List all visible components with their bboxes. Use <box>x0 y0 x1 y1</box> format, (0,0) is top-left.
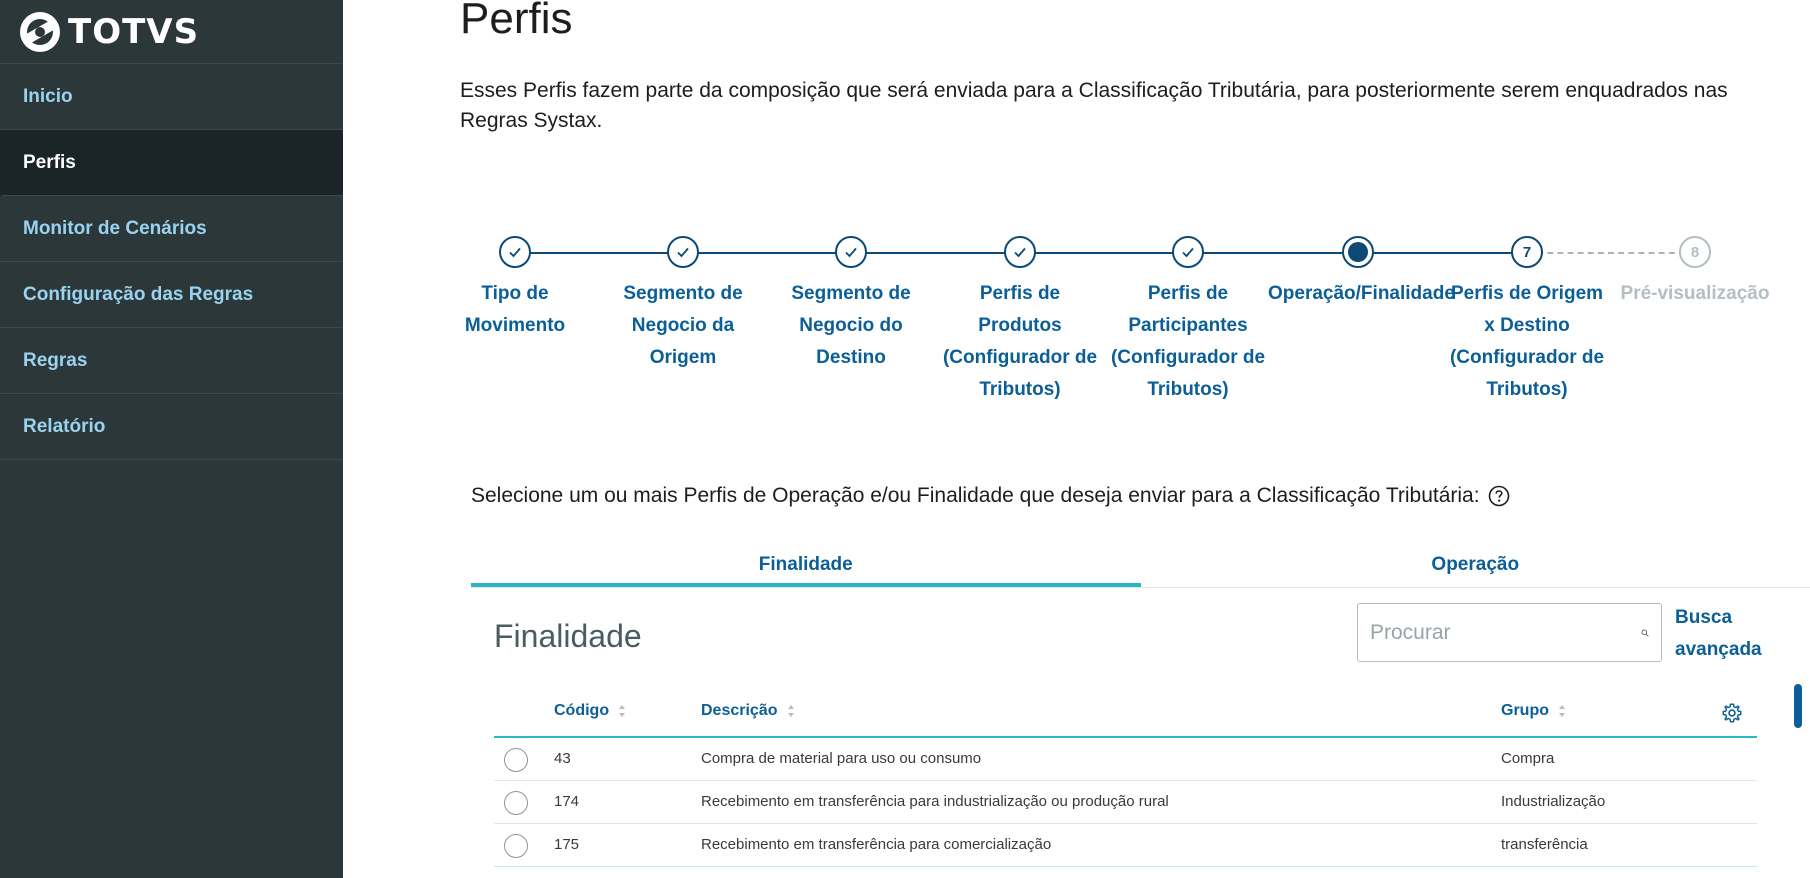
check-icon <box>1180 244 1196 260</box>
cell-group: transferência <box>1501 836 1588 853</box>
current-step-dot <box>1348 242 1368 262</box>
brand-name: TOTVS <box>68 11 200 52</box>
cell-description: Recebimento em transferência para industrialização ou produção rural <box>701 793 1169 810</box>
step-label: Perfis de Participantes (Configurador de Tributos) <box>1110 283 1266 400</box>
column-header-code-label: Código <box>554 702 610 719</box>
cell-description: Recebimento em transferência para comercialização <box>701 836 1052 853</box>
sidebar-item-monitor-cenarios[interactable]: Monitor de Cenários <box>0 196 343 262</box>
table-row[interactable] <box>494 781 1757 824</box>
search-box <box>1357 603 1662 662</box>
step-disabled-circle <box>1679 236 1711 268</box>
scrollbar-thumb[interactable] <box>1794 684 1802 728</box>
step-label: Segmento de Negocio do Destino <box>791 283 911 368</box>
step-pending-circle <box>1511 236 1543 268</box>
step-perfis-produtos[interactable] <box>940 236 1100 406</box>
brand <box>0 0 343 64</box>
sidebar-item-regras[interactable]: Regras <box>0 328 343 394</box>
selection-prompt-text: Selecione um ou mais Perfis de Operação e/ou Finalidade que deseja enviar para a Classificação Tributária: <box>471 484 1480 507</box>
row-select-radio[interactable] <box>504 791 528 815</box>
finalidade-table <box>494 686 1757 867</box>
step-number: 7 <box>1522 243 1532 261</box>
step-segmento-origem[interactable] <box>603 236 763 374</box>
search-icon[interactable] <box>1641 618 1649 648</box>
step-current-circle <box>1342 236 1374 268</box>
check-icon <box>1012 244 1028 260</box>
cell-code: 175 <box>554 836 580 853</box>
column-header-group[interactable] <box>1501 702 1567 720</box>
column-header-group-label: Grupo <box>1501 702 1549 719</box>
help-icon[interactable] <box>1488 485 1510 507</box>
sidebar-item-inicio[interactable]: Inicio <box>0 64 343 130</box>
step-label: Tipo de Movimento <box>464 283 566 336</box>
table-row[interactable] <box>494 824 1757 867</box>
table-header <box>494 686 1757 738</box>
step-done-circle <box>835 236 867 268</box>
tab-finalidade[interactable]: Finalidade <box>471 548 1141 587</box>
cell-group: Compra <box>1501 750 1555 767</box>
tab-operacao[interactable]: Operação <box>1431 554 1520 575</box>
step-label: Segmento de Negocio da Origem <box>623 283 743 368</box>
step-perfis-origem-destino[interactable] <box>1447 236 1607 406</box>
step-label: Perfis de Produtos (Configurador de Tributos) <box>942 283 1098 400</box>
step-done-circle <box>667 236 699 268</box>
step-done-circle <box>499 236 531 268</box>
tabs <box>471 548 1810 588</box>
page-title: Perfis <box>460 0 573 43</box>
sidebar-item-relatorio[interactable]: Relatório <box>0 394 343 460</box>
step-tipo-movimento[interactable] <box>435 236 595 342</box>
sidebar-item-perfis[interactable]: Perfis <box>0 130 343 196</box>
check-icon <box>843 244 859 260</box>
step-label: Operação/Finalidade <box>1268 283 1455 304</box>
cell-description: Compra de material para uso ou consumo <box>701 750 982 767</box>
step-number: 8 <box>1690 243 1700 261</box>
column-header-description-label: Descrição <box>701 702 778 719</box>
panel-title: Finalidade <box>494 618 642 654</box>
sort-icon <box>786 703 796 719</box>
step-done-circle <box>1172 236 1204 268</box>
step-done-circle <box>1004 236 1036 268</box>
column-header-description[interactable] <box>701 702 796 720</box>
check-icon <box>675 244 691 260</box>
cell-code: 174 <box>554 793 580 810</box>
step-perfis-participantes[interactable] <box>1108 236 1268 406</box>
search-input[interactable] <box>1370 621 1641 645</box>
sidebar-item-configuracao-regras[interactable]: Configuração das Regras <box>0 262 343 328</box>
sidebar <box>0 0 343 878</box>
cell-code: 43 <box>554 750 571 767</box>
cell-group: Industrialização <box>1501 793 1606 810</box>
gear-icon[interactable] <box>1721 702 1743 724</box>
stepper <box>460 236 1810 446</box>
step-segmento-destino[interactable] <box>771 236 931 374</box>
check-icon <box>507 244 523 260</box>
row-select-radio[interactable] <box>504 748 528 772</box>
totvs-logo-icon <box>18 10 62 54</box>
table-row[interactable] <box>494 738 1757 781</box>
step-label: Perfis de Origem x Destino (Configurador de Tributos) <box>1449 283 1605 400</box>
page-intro: Esses Perfis fazem parte da composição que será enviada para a Classificação Tributária, para posteriormente serem enquadrados nas Regras Systax. <box>460 79 1728 132</box>
sort-icon <box>617 703 627 719</box>
main-content <box>343 0 1810 878</box>
step-label: Pré-visualização <box>1620 283 1770 304</box>
sort-icon <box>1557 703 1567 719</box>
column-header-code[interactable] <box>554 702 627 720</box>
selection-prompt <box>471 484 1510 508</box>
advanced-search-link[interactable]: Busca avançada <box>1675 607 1762 660</box>
row-select-radio[interactable] <box>504 834 528 858</box>
step-operacao-finalidade[interactable] <box>1268 236 1455 310</box>
step-pre-visualizacao <box>1610 236 1780 310</box>
